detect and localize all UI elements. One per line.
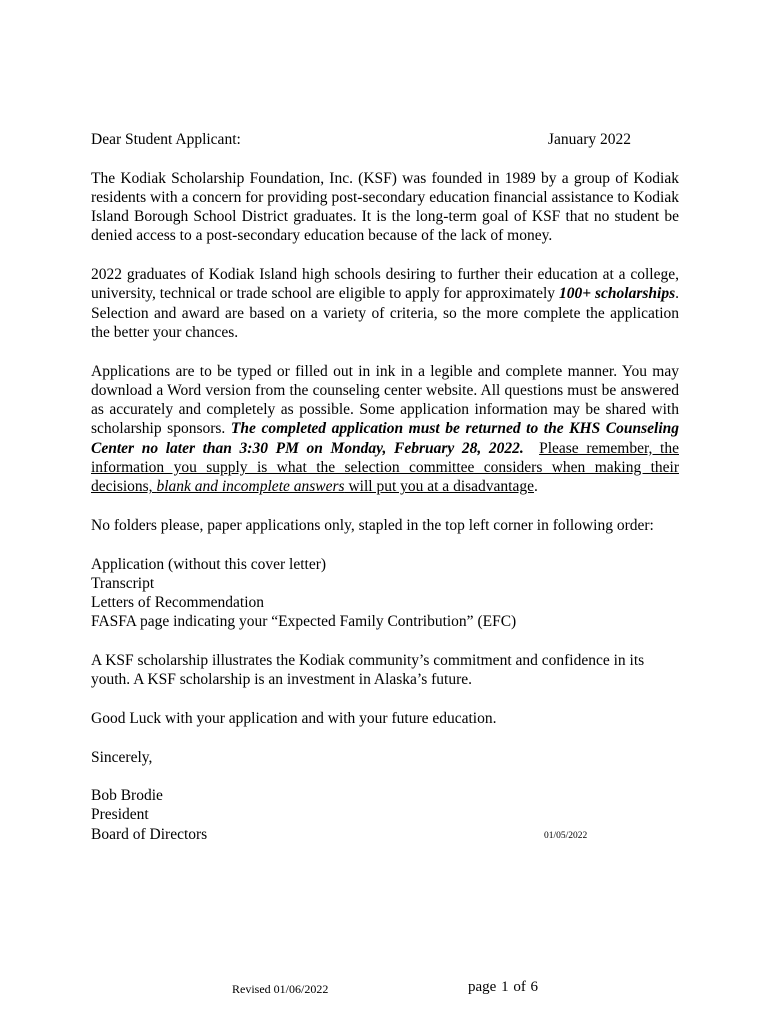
- list-item: FASFA page indicating your “Expected Family Contribution” (EFC): [91, 613, 517, 631]
- selection-text: . Selection and award are based on a variety of criteria, so the more complete the application the better your chances.: [91, 285, 679, 341]
- footer-revised: Revised 01/06/2022: [232, 982, 329, 996]
- signer-org: Board of Directors: [91, 825, 208, 843]
- deadline-notice: The completed application must be returned to the KHS Counseling Center no later than 3:30 PM on Monday, February 28, 2022.: [91, 420, 680, 457]
- instructions-text: Applications are to be typed or filled out in ink in a legible and complete manner. You may download a Word version from the counseling center website. All questions must be answered as accurately and completely as possible. Some application information may be shared with scholarship sponsors.: [91, 362, 679, 438]
- signer-org-line: [91, 825, 679, 844]
- reminder-emphasis: blank and incomplete answers: [156, 478, 345, 496]
- required-documents-list: [91, 555, 679, 632]
- list-item: Application (without this cover letter): [91, 555, 327, 573]
- paragraph-good-luck: Good Luck with your application and with your future education.: [91, 709, 497, 727]
- letter-header: [91, 130, 679, 149]
- salutation: Dear Student Applicant:: [91, 131, 241, 148]
- paragraph-format: No folders please, paper applications only, stapled in the top left corner in following order:: [91, 516, 654, 534]
- paragraph-commitment: A KSF scholarship illustrates the Kodiak community’s commitment and confidence in its youth. A KSF scholarship is an investment in Alaska’s future.: [91, 652, 645, 689]
- paragraph-instructions: [91, 362, 679, 497]
- signature-date: 01/05/2022: [544, 830, 588, 841]
- scholarship-count: 100+ scholarships: [558, 285, 676, 303]
- closing: Sincerely,: [91, 748, 153, 766]
- letter-date: January 2022: [547, 131, 631, 148]
- signer-title: President: [91, 806, 149, 824]
- signer-name: Bob Brodie: [91, 787, 163, 805]
- list-item: Transcript: [91, 574, 155, 592]
- paragraph-founding: The Kodiak Scholarship Foundation, Inc. (KSF) was founded in 1989 by a group of Kodiak residents with a concern for providing post-secondary education financial assistance to Kodiak Island Borough School District graduates. It is the long-term goal of KSF that no student be denied access to a post-secondary education because of the lack of money.: [91, 169, 679, 245]
- list-item: Letters of Recommendation: [91, 594, 265, 612]
- paragraph-eligibility: [91, 265, 679, 342]
- letter-body: [91, 130, 679, 844]
- reminder-end: will put you at a disadvantage: [344, 478, 534, 496]
- reminder-period: .: [533, 478, 538, 496]
- footer-page-number: page 1 of 6: [468, 979, 539, 995]
- eligibility-text: 2022 graduates of Kodiak Island high schools desiring to further their education at a college, university, technical or trade school are eligible to apply for approximately: [91, 266, 679, 303]
- reminder-start: Please remember, the information you supply is what the selection committee considers when making their decisions,: [91, 439, 679, 496]
